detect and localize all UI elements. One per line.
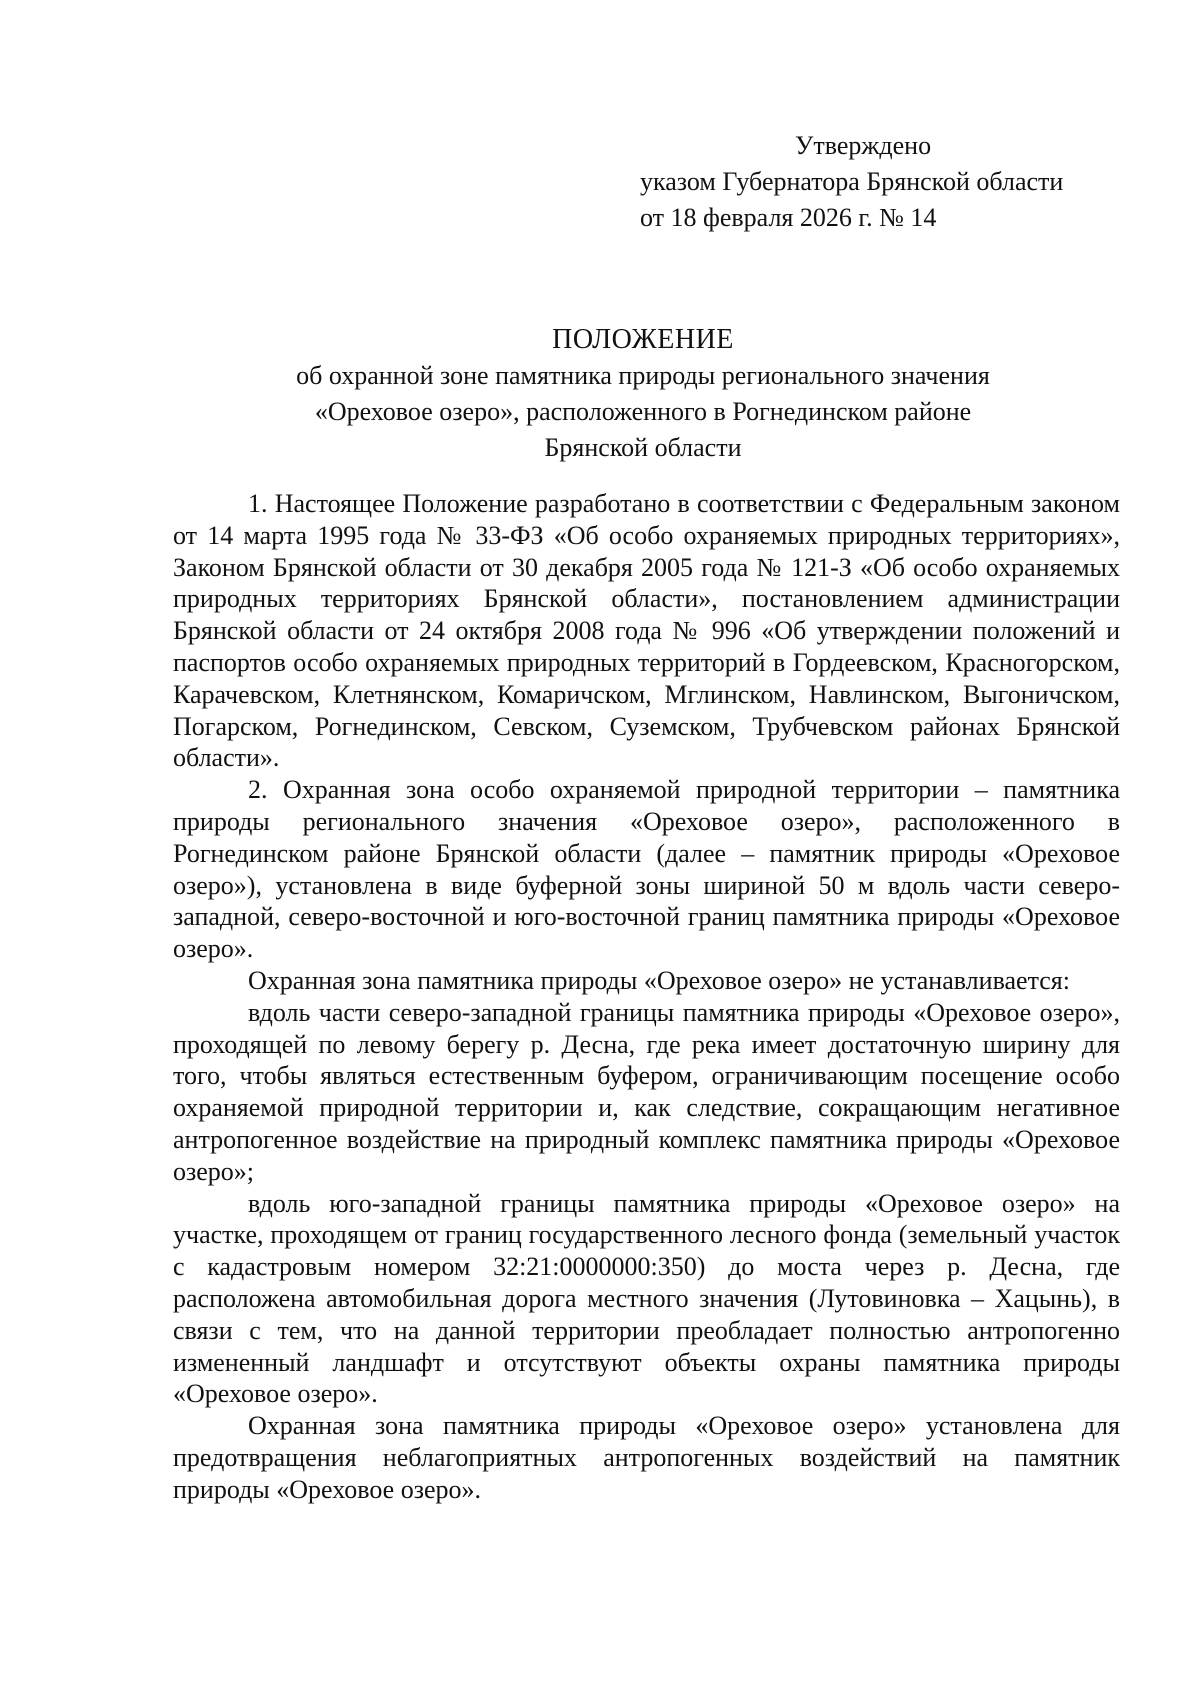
document-subtitle-line-2: «Ореховое озеро», расположенного в Рогнединском районе — [314, 397, 972, 426]
paragraph-1: 1. Настоящее Положение разработано в соответствии с Федеральным законом от 14 марта 1995 года № 33-ФЗ «Об особо охраняемых природных территориях», Законом Брянской области от 30 декабря 2005 года № 121-З «Об особо охраняемых природных территориях Брянской области», постановлением администрации Брянской области от 24 октября 2008 года № 996 «Об утверждении положений и паспортов особо охраняемых природных территорий в Гордеевском, Красногорском, Карачевском, Клетнянском, Комаричском, Мглинском, Навлинском, Выгоничском, Погарском, Рогнединском, Севском, Суземском, Трубчевском районах Брянской области». — [173, 489, 1120, 773]
document-heading: ПОЛОЖЕНИЕ — [552, 324, 734, 355]
document-subtitle-line-1: об охранной зоне памятника природы регионального значения — [296, 361, 990, 390]
approval-stamp — [640, 128, 1063, 236]
approval-title: Утверждено — [795, 131, 932, 160]
approval-authority: указом Губернатора Брянской области — [640, 167, 1064, 196]
paragraph-2: 2. Охранная зона особо охраняемой природной территории – памятника природы регионального значения «Ореховое озеро», расположенного в Рогнединском районе Брянской области (далее – памятник природы «Ореховое озеро»), установлена в виде буферной зоны шириной 50 м вдоль части северо-западной, северо-восточной и юго-восточной границ памятника природы «Ореховое озеро». — [173, 775, 1120, 964]
paragraph-4: вдоль части северо-западной границы памятника природы «Ореховое озеро», проходящей по левому берегу р. Десна, где река имеет достаточную ширину для того, чтобы являться естественным буфером, ограничивающим посещение особо охраняемой природной территории и, как следствие, сокращающим негативное антропогенное воздействие на природный комплекс памятника природы «Ореховое озеро»; — [173, 997, 1120, 1186]
document-subtitle-line-3: Брянской области — [544, 433, 742, 462]
paragraph-5: вдоль юго-западной границы памятника природы «Ореховое озеро» на участке, проходящем от границ государственного лесного фонда (земельный участок с кадастровым номером 32:21:0000000:350) до моста через р. Десна, где расположена автомобильная дорога местного значения (Лутовиновка – Хацынь), в связи с тем, что на данной территории преобладает полностью антропогенно измененный ландшафт и отсутствуют объекты охраны памятника природы «Ореховое озеро». — [173, 1188, 1120, 1409]
document-title — [150, 322, 1136, 466]
approval-date-number: от 18 февраля 2026 г. № 14 — [640, 203, 937, 232]
paragraph-6: Охранная зона памятника природы «Ореховое озеро» установлена для предотвращения неблагоприятных антропогенных воздействий на памятник природы «Ореховое озеро». — [173, 1411, 1120, 1504]
paragraph-3: Охранная зона памятника природы «Ореховое озеро» не устанавливается: — [248, 965, 1070, 995]
document-body — [173, 488, 1120, 1506]
